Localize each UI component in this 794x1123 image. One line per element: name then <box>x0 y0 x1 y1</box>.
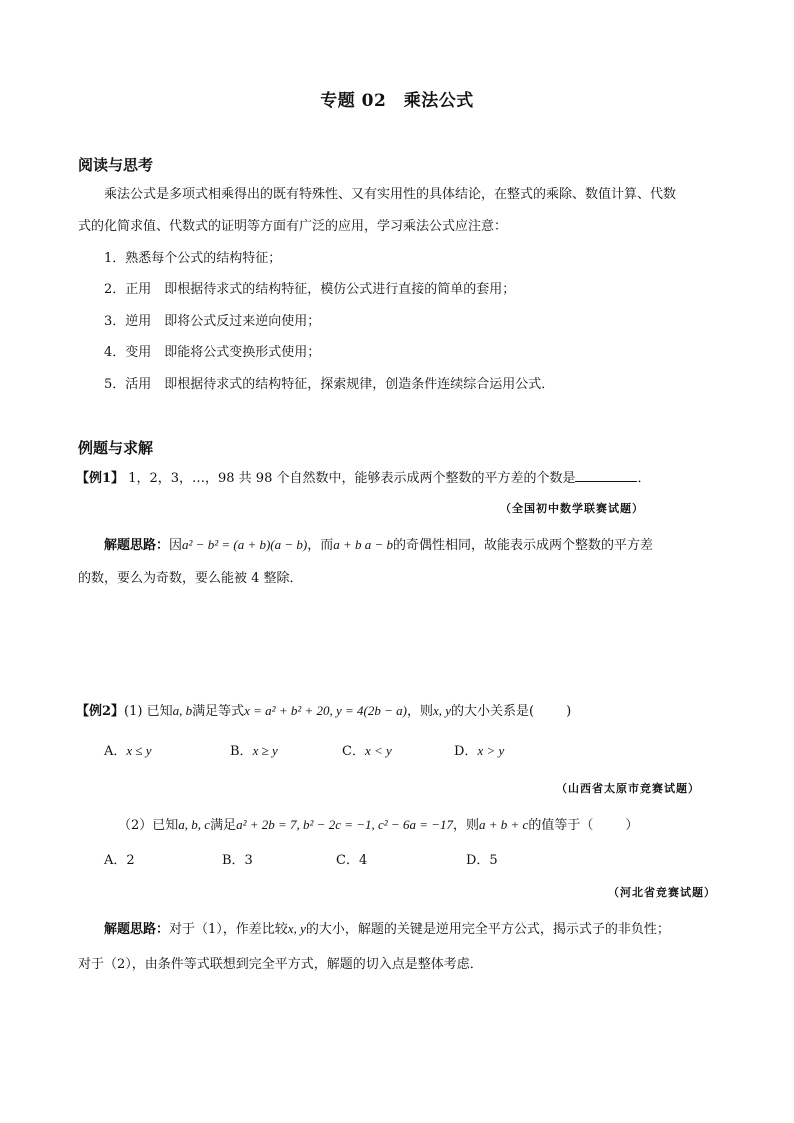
option-formula: x < y <box>364 743 392 758</box>
option-formula: x ≤ y <box>126 743 152 758</box>
formula: a² − b² = (a + b)(a − b) <box>182 537 308 552</box>
list-item: 5．活用 即根据待求式的结构特征，探索规律，创造条件连续综合运用公式． <box>104 377 555 392</box>
example-1-question <box>76 469 651 488</box>
hint-text: 的奇偶性相同，故能表示成两个整数的平方差 <box>393 538 654 553</box>
option-label: D． <box>454 744 478 759</box>
hint-text: 因 <box>169 538 183 553</box>
option-b[interactable] <box>230 742 278 761</box>
option-c[interactable]: C．4 <box>336 853 368 868</box>
hint-text: ，而 <box>307 538 334 553</box>
hint-label: 解题思路： <box>104 922 170 937</box>
question-text: 的大小关系是( <box>451 704 535 719</box>
example-2-source-1: （山西省太原市竞赛试题） <box>556 782 700 795</box>
example-1-hint-line-2: 的数，要么为奇数，要么能被 4 整除． <box>78 571 303 586</box>
option-label: B． <box>230 744 253 759</box>
formula: x, y <box>287 921 306 936</box>
formula: a, b, c <box>178 817 211 832</box>
question-text: ，则 <box>453 818 480 833</box>
section-heading-examples: 例题与求解 <box>78 439 154 457</box>
question-text: 满足等式 <box>192 704 245 719</box>
list-item: 4．变用 即能将公式变换形式使用； <box>104 345 321 360</box>
formula: a, b <box>172 703 193 718</box>
option-formula: x > y <box>477 743 505 758</box>
question-text: ，则 <box>406 704 433 719</box>
example-1-end: ． <box>637 471 651 486</box>
option-label: A． <box>104 744 127 759</box>
question-text: （2）已知 <box>118 818 179 833</box>
question-text: ） <box>625 818 639 833</box>
section-heading-reading: 阅读与思考 <box>78 156 154 174</box>
formula: a² + 2b = 7, b² − 2c = −1, c² − 6a = −17 <box>236 817 453 832</box>
option-b[interactable]: B．3 <box>222 853 253 868</box>
question-text: (1) 已知 <box>124 704 173 719</box>
example-2-hint-line-2: 对于（2），由条件等式联想到完全平方式，解题的切入点是整体考虑． <box>78 957 483 972</box>
example-2-source-2: （河北省竞赛试题） <box>608 886 716 899</box>
question-text: ) <box>566 704 572 719</box>
example-2-label: 【例2】 <box>76 704 125 719</box>
option-a[interactable]: A．2 <box>104 853 135 868</box>
option-d[interactable]: D．5 <box>466 853 498 868</box>
example-1-text: 1，2，3，…，98 共 98 个自然数中，能够表示成两个整数的平方差的个数是 <box>128 471 576 486</box>
option-d[interactable] <box>454 742 504 761</box>
list-item: 2．正用 即根据待求式的结构特征，模仿公式进行直接的简单的套用； <box>104 282 516 297</box>
hint-text: 的大小，解题的关键是逆用完全平方公式，揭示式子的非负性； <box>305 922 670 937</box>
example-1-label: 【例1】 <box>76 471 125 486</box>
formula: a + b + c <box>479 817 529 832</box>
example-1-source: （全国初中数学联赛试题） <box>500 502 644 515</box>
question-text: 的值等于（ <box>528 818 594 833</box>
hint-text: 对于（1），作差比较 <box>169 922 288 937</box>
list-item: 1．熟悉每个公式的结构特征； <box>104 251 282 266</box>
example-1-hint <box>104 536 653 555</box>
option-label: C． <box>342 744 365 759</box>
page-title: 专题 02 乘法公式 <box>320 91 474 111</box>
option-a[interactable] <box>104 742 152 761</box>
formula: a + b a − b <box>333 537 394 552</box>
answer-blank <box>575 469 637 482</box>
formula: x = a² + b² + 20, y = 4(2b − a) <box>244 703 407 718</box>
option-formula: x ≥ y <box>252 743 278 758</box>
option-c[interactable] <box>342 742 392 761</box>
example-2-question-2 <box>118 816 638 835</box>
hint-label: 解题思路： <box>104 538 170 553</box>
question-text: 满足 <box>210 818 237 833</box>
example-2-hint <box>104 920 670 939</box>
intro-line-1: 乘法公式是多项式相乘得出的既有特殊性、又有实用性的具体结论，在整式的乘除、数值计算、代数 <box>104 187 677 202</box>
list-item: 3．逆用 即将公式反过来逆向使用； <box>104 314 321 329</box>
example-2-question-1 <box>76 702 571 721</box>
intro-line-2: 式的化简求值、代数式的证明等方面有广泛的应用，学习乘法公式应注意： <box>78 219 508 234</box>
formula: x, y <box>433 703 452 718</box>
